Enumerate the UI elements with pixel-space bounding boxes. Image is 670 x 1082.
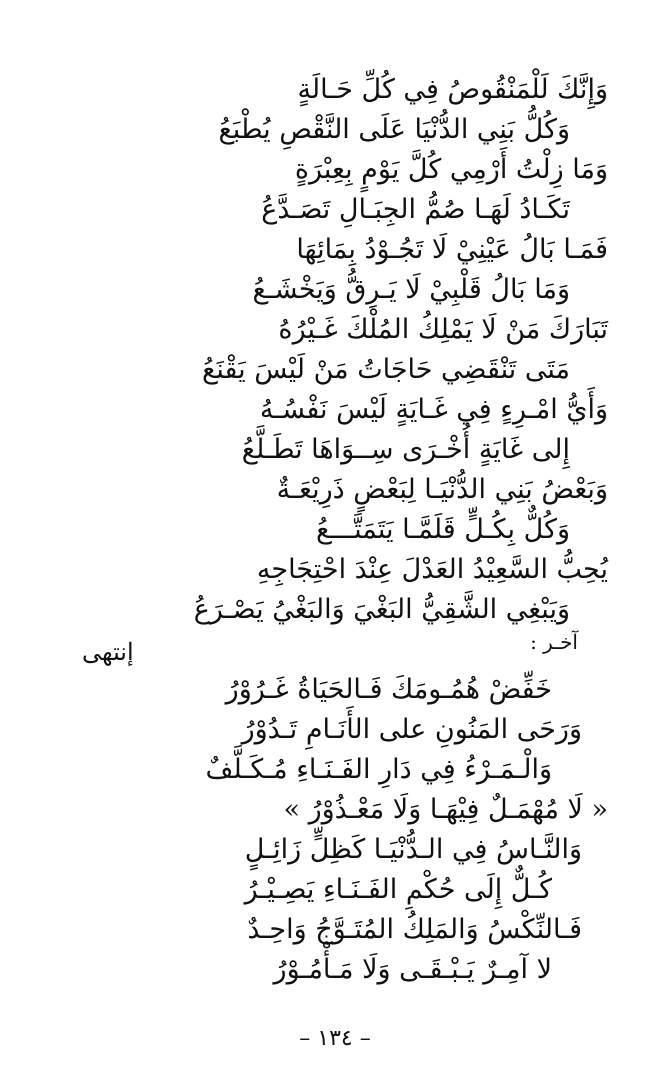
poem2-line-7: فَـالنِّكْسُ وَالمَلِكُ المُتَـوَّجُ وَاحِـدٌ bbox=[247, 914, 582, 945]
poem2-line-8: لا آمِـرٌ يَـبْـقَـى وَلَا مَـأْمُـوْرُ bbox=[273, 954, 552, 985]
poem1-line-10: إِلى غَايَةٍ أُخْـرَى سِــوَاهَا تَطَـلَّعُ bbox=[241, 434, 570, 465]
ended-label: إنتهى bbox=[82, 638, 134, 666]
poem2-line-5: وَالنَّـاسُ فِي الـدُّنْيَـا كَظِلٍّ زَائِـلٍ bbox=[244, 834, 582, 865]
poem2-line-3: وَالْـمَـرْءُ فِي دَارِ الفَـنَـاءِ مُـكَـلَّفٌ bbox=[205, 754, 552, 785]
poem1-line-7: تَبَارَكَ مَنْ لَا يَمْلِكُ المُلْكَ غَـيْرُهُ bbox=[278, 314, 608, 345]
poem1-line-8: مَتَى تَنْقَضِي حَاجَاتُ مَنْ لَيْسَ يَقْنَعُ bbox=[201, 354, 570, 385]
poem2-line-6: كُـلٌّ إِلَى حُكْمِ الفَـنَـاءِ يَصِـيْـرُ bbox=[244, 874, 552, 905]
other-poem-label: آخـر : bbox=[530, 630, 578, 654]
poem1-line-3: وَمَا زِلْتُ أَرْمِي كُلَّ يَوْمٍ بِعِبْرَةٍ bbox=[294, 154, 608, 185]
poem1-line-1: وَإِنَّكَ لَلْمَنْقُوصُ فِي كُلِّ حَـالَةٍ bbox=[297, 74, 608, 105]
poem1-line-9: وَأَيُّ امْـرِءٍ فِي غَـايَةٍ لَيْسَ نَفْسُـهُ bbox=[259, 394, 608, 425]
poem2-line-1: خَفِّضْ هُمُـومَكَ فَـالحَيَاةُ غَـرُوْرُ bbox=[225, 674, 552, 705]
poem1-line-12: وَكُلٌّ بِكُـلٍّ قَلَمَّـا يَتَمَتَّـــعُ bbox=[316, 514, 570, 545]
poem1-line-5: فَمَـا بَالُ عَيْنِيْ لَا تَجُـوْدُ بِمَائِهَا bbox=[296, 234, 608, 265]
poem1-line-14: وَيَبْغِي الشَّقِيُّ البَغْيَ وَالبَغْيُ يَصْـرَعُ bbox=[193, 594, 570, 625]
poem2-line-4: « لَا مُهْمَـلٌ فِيْهَـا وَلَا مَعْـذُوْرُ » bbox=[283, 794, 608, 825]
poem1-line-6: وَمَا بَالُ قَلْبِيْ لَا يَـرِقُّ وَيَخْشَـعُ bbox=[252, 274, 570, 305]
poem1-line-2: وَكُلُّ بَنِي الدُّنْيَا عَلَى النَّقْصِ يُطْبَعُ bbox=[218, 114, 570, 145]
poem1-line-4: تَكَـادُ لَهَـا صُمُّ الجِبَـالِ تَصَـدَّعُ bbox=[261, 194, 570, 225]
poem1-line-11: وَبَعْضُ بَنِي الدُّنْيَـا لِبَعْضٍ ذَرِيْعَـةٌ bbox=[276, 474, 608, 505]
poem1-line-13: يُحِبُّ السَّعِيْدُ العَدْلَ عِنْدَ احْتِجَاجِهِ bbox=[256, 554, 608, 585]
poem2-line-2: وَرَحَى المَنُونِ على الأَنَـامِ تَـدُوْرُ bbox=[241, 714, 582, 745]
page-number: – ١٣٤ – bbox=[299, 1026, 371, 1051]
